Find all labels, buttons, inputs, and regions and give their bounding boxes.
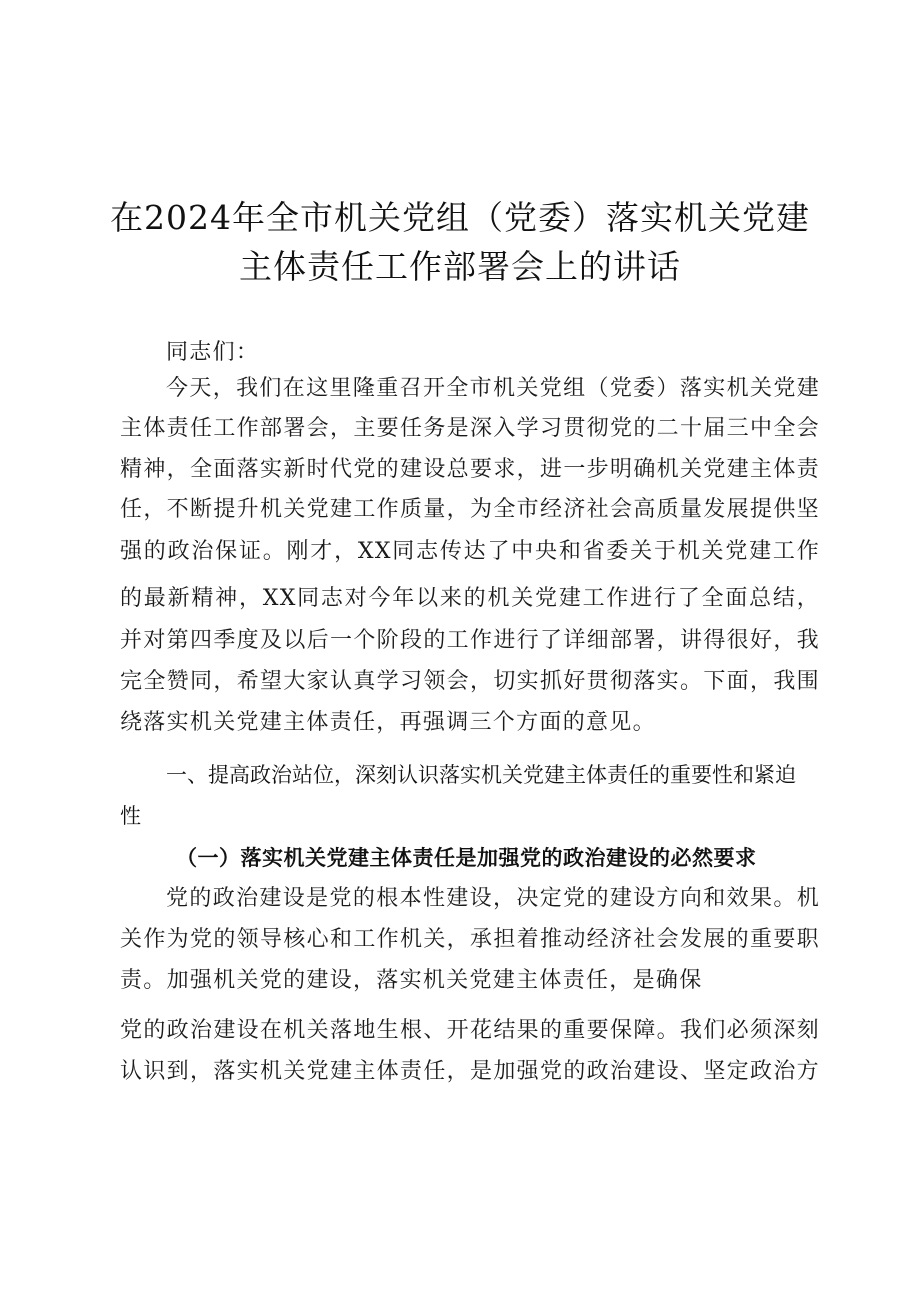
document-title-line-2: 主体责任工作部署会上的讲话	[239, 247, 681, 286]
salutation: 同志们：	[166, 340, 260, 365]
subsection-1-line-1: 党的政治建设是党的根本性建设，决定党的建设方向和效果。机	[166, 886, 820, 911]
section-1-heading-line-1: 一、提高政治站位，深刻认识落实机关党建主体责任的重要性和紧迫	[166, 763, 796, 787]
intro-line-9: 绕落实机关党建主体责任，再强调三个方面的意见。	[120, 710, 656, 735]
intro-line-7: 并对第四季度及以后一个阶段的工作进行了详细部署，讲得很好，我	[120, 628, 820, 653]
subsection-1-heading: （一）落实机关党建主体责任是加强党的政治建设的必然要求	[176, 845, 757, 870]
intro-line-1: 今天，我们在这里隆重召开全市机关党组（党委）落实机关党建	[166, 376, 820, 401]
subsection-1-line-2: 关作为党的领导核心和工作机关，承担着推动经济社会发展的重要职	[120, 927, 820, 952]
intro-line-5: 强的政治保证。刚才，XX同志传达了中央和省委关于机关党建工作	[120, 539, 820, 564]
subsection-1-line-3: 责。加强机关党的建设，落实机关党建主体责任，是确保	[120, 968, 703, 993]
intro-line-3: 精神，全面落实新时代党的建设总要求，进一步明确机关党建主体责	[120, 457, 820, 482]
subsection-1-line-5: 认识到，落实机关党建主体责任，是加强党的政治建设、坚定政治方	[120, 1059, 820, 1084]
intro-line-2: 主体责任工作部署会，主要任务是深入学习贯彻党的二十届三中全会	[120, 416, 820, 441]
intro-line-4: 任，不断提升机关党建工作质量，为全市经济社会高质量发展提供坚	[120, 497, 820, 522]
section-1-heading-line-2: 性	[120, 804, 141, 828]
intro-line-8: 完全赞同，希望大家认真学习领会，切实抓好贯彻落实。下面，我围	[120, 669, 820, 694]
document-title-line-1: 在2024年全市机关党组（党委）落实机关党建	[110, 198, 810, 237]
intro-line-6: 的最新精神，XX同志对今年以来的机关党建工作进行了全面总结，	[120, 586, 820, 611]
subsection-1-line-4: 党的政治建设在机关落地生根、开花结果的重要保障。我们必须深刻	[120, 1018, 820, 1043]
